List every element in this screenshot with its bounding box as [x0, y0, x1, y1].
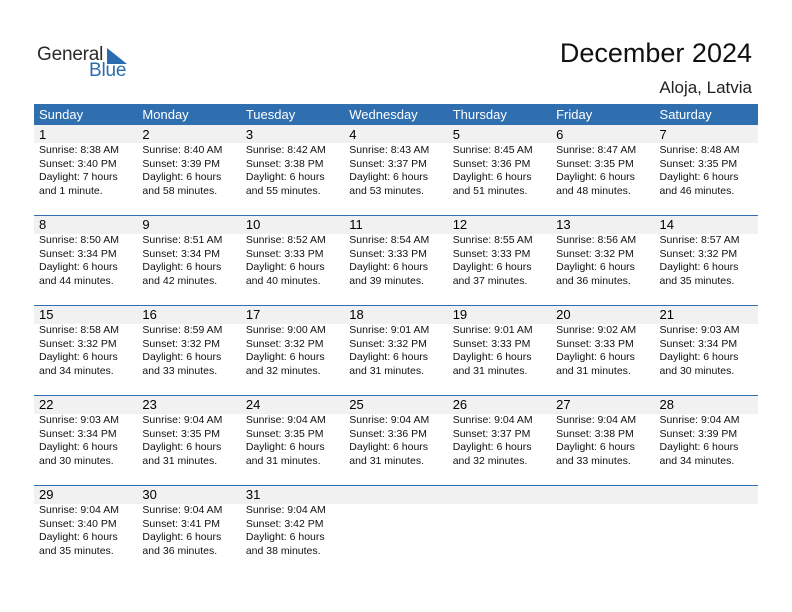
sunrise-text: Sunrise: 9:04 AM [142, 414, 223, 426]
day-number: 13 [556, 217, 571, 232]
daylight-text: Daylight: 6 hours [245, 531, 325, 544]
day-number: 11 [349, 217, 363, 232]
day-number: 23 [142, 397, 157, 412]
day-number: 27 [556, 397, 571, 412]
day-cell [241, 395, 344, 468]
daylight-text: Daylight: 6 hours [142, 531, 222, 544]
sunset-text: Sunset: 3:42 PM [245, 517, 324, 530]
daylight-minutes-text: and 30 minutes. [659, 364, 735, 377]
day-cell [551, 395, 654, 468]
daylight-minutes-text: and 42 minutes. [142, 274, 218, 287]
calendar-weeks [34, 125, 758, 575]
sunset-text: Sunset: 3:33 PM [452, 337, 531, 350]
day-number: 26 [452, 397, 468, 412]
sunset-text: Sunset: 3:37 PM [452, 427, 531, 440]
daylight-text: Daylight: 6 hours [659, 261, 739, 274]
weekday-label: Tuesday [245, 107, 296, 122]
day-cell [551, 305, 654, 378]
day-number: 25 [349, 397, 364, 412]
day-cell [655, 395, 758, 468]
daylight-text: Daylight: 6 hours [142, 441, 222, 454]
sunrise-text: Sunrise: 8:47 AM [556, 144, 637, 156]
daylight-minutes-text: and 36 minutes. [142, 544, 218, 557]
day-cell [655, 125, 758, 198]
daylight-text: Daylight: 6 hours [245, 261, 325, 274]
daylight-minutes-text: and 31 minutes. [142, 454, 218, 467]
sunrise-text: Sunrise: 9:02 AM [556, 324, 637, 336]
daylight-minutes-text: and 31 minutes. [556, 364, 631, 377]
sunset-text: Sunset: 3:35 PM [556, 157, 634, 170]
daylight-minutes-text: and 32 minutes. [245, 364, 321, 377]
week-row [34, 305, 758, 395]
sunset-text: Sunset: 3:39 PM [142, 157, 221, 170]
weekday-header [34, 104, 758, 125]
sunset-text: Sunset: 3:32 PM [39, 337, 117, 350]
sunset-text: Sunset: 3:36 PM [452, 157, 531, 170]
daylight-minutes-text: and 32 minutes. [452, 454, 528, 467]
sunrise-text: Sunrise: 8:58 AM [39, 324, 119, 336]
sunrise-text: Sunrise: 9:04 AM [245, 414, 326, 426]
sunset-text: Sunset: 3:33 PM [556, 337, 634, 350]
day-number: 16 [142, 307, 157, 322]
daylight-text: Daylight: 7 hours [39, 171, 118, 184]
daylight-minutes-text: and 33 minutes. [142, 364, 218, 377]
sunrise-text: Sunrise: 9:00 AM [245, 324, 326, 336]
sunset-text: Sunset: 3:36 PM [349, 427, 427, 440]
daylight-minutes-text: and 31 minutes. [452, 364, 528, 377]
day-cell [241, 215, 344, 288]
daylight-minutes-text: and 40 minutes. [245, 274, 321, 287]
day-cell [448, 125, 551, 198]
logo-text-blue: Blue [89, 60, 127, 81]
sunrise-text: Sunrise: 9:04 AM [659, 414, 740, 426]
daylight-text: Daylight: 6 hours [452, 171, 532, 184]
day-cell [34, 305, 137, 378]
sunset-text: Sunset: 3:34 PM [39, 247, 117, 260]
sunrise-text: Sunrise: 8:55 AM [452, 234, 533, 246]
daylight-minutes-text: and 34 minutes. [659, 454, 735, 467]
daylight-text: Daylight: 6 hours [142, 261, 222, 274]
sunrise-text: Sunrise: 9:03 AM [659, 324, 740, 336]
daylight-minutes-text: and 44 minutes. [39, 274, 114, 287]
daylight-text: Daylight: 6 hours [142, 351, 222, 364]
day-cell [137, 215, 240, 288]
day-cell [551, 125, 654, 198]
day-number: 7 [659, 127, 667, 142]
logo [37, 44, 147, 84]
day-cell [34, 215, 137, 288]
sunset-text: Sunset: 3:37 PM [349, 157, 427, 170]
day-cell [448, 395, 551, 468]
weekday-label: Thursday [452, 107, 507, 122]
day-number: 22 [39, 397, 54, 412]
weekday-label: Sunday [39, 107, 84, 122]
daylight-text: Daylight: 6 hours [142, 171, 222, 184]
sunrise-text: Sunrise: 9:01 AM [349, 324, 430, 336]
day-number: 17 [245, 307, 261, 322]
daylight-text: Daylight: 6 hours [245, 441, 325, 454]
day-cell [137, 485, 240, 558]
day-number: 3 [245, 127, 254, 142]
day-number: 14 [659, 217, 674, 232]
sunset-text: Sunset: 3:35 PM [142, 427, 221, 440]
calendar [34, 104, 758, 575]
sunrise-text: Sunrise: 9:04 AM [349, 414, 430, 426]
logo-text-general: General [37, 44, 104, 65]
daylight-text: Daylight: 6 hours [659, 171, 739, 184]
day-cell [344, 215, 447, 288]
weekday-label: Saturday [659, 107, 712, 122]
day-number: 4 [349, 127, 357, 142]
sunset-text: Sunset: 3:38 PM [245, 157, 324, 170]
daylight-minutes-text: and 39 minutes. [349, 274, 424, 287]
day-cell [344, 125, 447, 198]
sunrise-text: Sunrise: 8:45 AM [452, 144, 533, 156]
day-number: 15 [39, 307, 54, 322]
sunrise-text: Sunrise: 8:59 AM [142, 324, 223, 336]
day-cell [34, 125, 137, 198]
daylight-minutes-text: and 58 minutes. [142, 184, 218, 197]
sunrise-text: Sunrise: 9:04 AM [142, 504, 223, 516]
sunrise-text: Sunrise: 8:38 AM [39, 144, 119, 156]
day-number: 28 [659, 397, 674, 412]
week-row [34, 395, 758, 485]
weekday-label: Monday [142, 107, 189, 122]
daylight-minutes-text: and 35 minutes. [39, 544, 114, 557]
day-number: 30 [142, 487, 157, 502]
daylight-minutes-text: and 33 minutes. [556, 454, 631, 467]
sunrise-text: Sunrise: 9:04 AM [39, 504, 119, 516]
sunset-text: Sunset: 3:34 PM [659, 337, 738, 350]
daylight-text: Daylight: 6 hours [349, 441, 429, 454]
sunrise-text: Sunrise: 9:04 AM [452, 414, 533, 426]
daylight-text: Daylight: 6 hours [245, 171, 325, 184]
sunrise-text: Sunrise: 8:54 AM [349, 234, 430, 246]
sunset-text: Sunset: 3:32 PM [349, 337, 427, 350]
daylight-text: Daylight: 6 hours [39, 351, 118, 364]
day-cell [344, 305, 447, 378]
week-row [34, 215, 758, 305]
daylight-minutes-text: and 55 minutes. [245, 184, 321, 197]
weekday-label: Friday [556, 107, 593, 122]
location-subtitle: Aloja, Latvia [659, 78, 752, 97]
day-number: 31 [245, 487, 261, 502]
daylight-text: Daylight: 6 hours [659, 441, 739, 454]
week-row [34, 485, 758, 575]
sunset-text: Sunset: 3:32 PM [556, 247, 634, 260]
daylight-text: Daylight: 6 hours [349, 261, 429, 274]
sunrise-text: Sunrise: 8:40 AM [142, 144, 223, 156]
day-number: 19 [452, 307, 468, 322]
sunrise-text: Sunrise: 8:43 AM [349, 144, 430, 156]
day-cell [241, 125, 344, 198]
daylight-text: Daylight: 6 hours [39, 441, 118, 454]
daylight-minutes-text: and 31 minutes. [349, 454, 424, 467]
week-row [34, 125, 758, 215]
sunrise-text: Sunrise: 8:56 AM [556, 234, 637, 246]
day-number: 6 [556, 127, 564, 142]
daylight-text: Daylight: 6 hours [452, 261, 532, 274]
daylight-text: Daylight: 6 hours [556, 261, 635, 274]
day-number: 10 [245, 217, 261, 232]
page-title: December 2024 [559, 38, 752, 68]
daylight-minutes-text: and 53 minutes. [349, 184, 424, 197]
day-number: 8 [39, 217, 47, 232]
sunrise-text: Sunrise: 9:01 AM [452, 324, 533, 336]
sunrise-text: Sunrise: 8:57 AM [659, 234, 740, 246]
week-days [34, 485, 758, 558]
day-cell [344, 395, 447, 468]
sunrise-text: Sunrise: 8:52 AM [245, 234, 326, 246]
day-number: 29 [39, 487, 54, 502]
day-number: 1 [39, 127, 47, 142]
daylight-minutes-text: and 30 minutes. [39, 454, 114, 467]
sunset-text: Sunset: 3:33 PM [245, 247, 324, 260]
daylight-text: Daylight: 6 hours [39, 531, 118, 544]
sunset-text: Sunset: 3:35 PM [245, 427, 324, 440]
daylight-minutes-text: and 51 minutes. [452, 184, 528, 197]
day-cell [655, 215, 758, 288]
daylight-text: Daylight: 6 hours [556, 171, 635, 184]
sunset-text: Sunset: 3:39 PM [659, 427, 738, 440]
daylight-minutes-text: and 48 minutes. [556, 184, 631, 197]
daylight-text: Daylight: 6 hours [349, 171, 429, 184]
daylight-text: Daylight: 6 hours [659, 351, 739, 364]
day-number: 9 [142, 217, 150, 232]
sunset-text: Sunset: 3:34 PM [142, 247, 221, 260]
sunset-text: Sunset: 3:35 PM [659, 157, 738, 170]
daylight-minutes-text: and 31 minutes. [349, 364, 424, 377]
sunrise-text: Sunrise: 8:51 AM [142, 234, 223, 246]
sunset-text: Sunset: 3:32 PM [245, 337, 324, 350]
day-cell [241, 485, 344, 558]
daylight-text: Daylight: 6 hours [452, 441, 532, 454]
day-cell [137, 305, 240, 378]
day-number: 2 [142, 127, 150, 142]
weekday-label: Wednesday [349, 107, 418, 122]
sunset-text: Sunset: 3:40 PM [39, 517, 117, 530]
week-days [34, 305, 758, 378]
day-number: 18 [349, 307, 364, 322]
week-days [34, 395, 758, 468]
day-number: 20 [556, 307, 571, 322]
day-cell [448, 305, 551, 378]
daylight-minutes-text: and 31 minutes. [245, 454, 321, 467]
sunset-text: Sunset: 3:38 PM [556, 427, 634, 440]
sunset-text: Sunset: 3:33 PM [349, 247, 427, 260]
daylight-minutes-text: and 38 minutes. [245, 544, 321, 557]
sunset-text: Sunset: 3:41 PM [142, 517, 221, 530]
daylight-minutes-text: and 34 minutes. [39, 364, 114, 377]
week-days [34, 125, 758, 198]
daylight-minutes-text: and 1 minute. [39, 184, 103, 197]
sunrise-text: Sunrise: 8:42 AM [245, 144, 326, 156]
day-number: 21 [659, 307, 674, 322]
day-number: 5 [452, 127, 460, 142]
sunset-text: Sunset: 3:32 PM [142, 337, 221, 350]
daylight-minutes-text: and 35 minutes. [659, 274, 735, 287]
daylight-text: Daylight: 6 hours [39, 261, 118, 274]
sunset-text: Sunset: 3:40 PM [39, 157, 117, 170]
daylight-minutes-text: and 36 minutes. [556, 274, 631, 287]
daylight-text: Daylight: 6 hours [556, 351, 635, 364]
sunrise-text: Sunrise: 8:50 AM [39, 234, 119, 246]
sunrise-text: Sunrise: 9:04 AM [245, 504, 326, 516]
daylight-text: Daylight: 6 hours [556, 441, 635, 454]
sunset-text: Sunset: 3:34 PM [39, 427, 117, 440]
sunset-text: Sunset: 3:32 PM [659, 247, 738, 260]
day-cell [34, 485, 137, 558]
daylight-minutes-text: and 37 minutes. [452, 274, 528, 287]
day-number: 12 [452, 217, 468, 232]
sunrise-text: Sunrise: 9:03 AM [39, 414, 119, 426]
daylight-minutes-text: and 46 minutes. [659, 184, 735, 197]
sunset-text: Sunset: 3:33 PM [452, 247, 531, 260]
day-cell [137, 395, 240, 468]
day-number: 24 [245, 397, 261, 412]
day-cell [655, 305, 758, 378]
day-cell [137, 125, 240, 198]
daylight-text: Daylight: 6 hours [245, 351, 325, 364]
day-cell [241, 305, 344, 378]
daylight-text: Daylight: 6 hours [452, 351, 532, 364]
day-cell [448, 215, 551, 288]
daylight-text: Daylight: 6 hours [349, 351, 429, 364]
week-days [34, 215, 758, 288]
day-cell [551, 215, 654, 288]
sunrise-text: Sunrise: 8:48 AM [659, 144, 740, 156]
day-cell [34, 395, 137, 468]
sunrise-text: Sunrise: 9:04 AM [556, 414, 637, 426]
